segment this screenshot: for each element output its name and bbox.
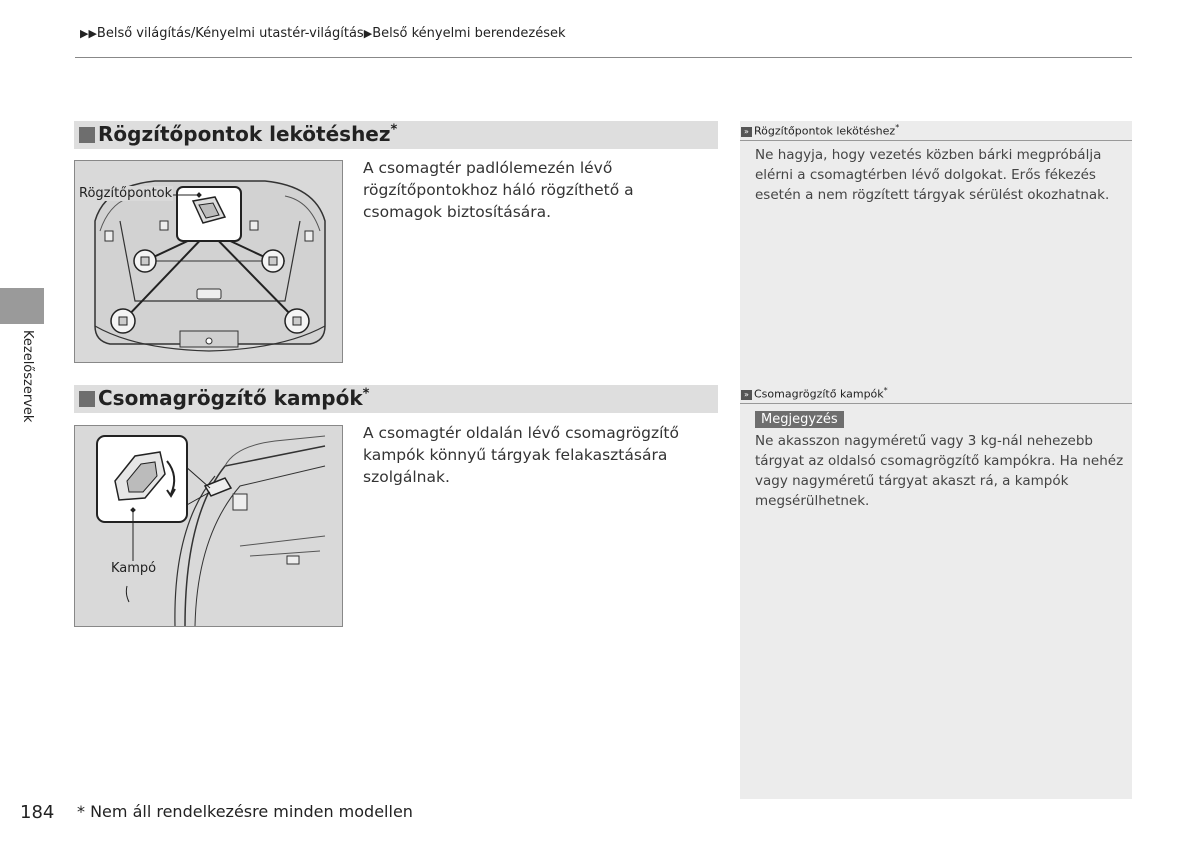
note-text: Ne hagyja, hogy vezetés közben bárki megpróbálja elérni a csomagtérben lévő dolgokat. Erős fékezés esetén a nem rögzített tárgyak sérülést okozhatnak. [755, 147, 1110, 203]
figure-callout-label: Rögzítőpontok [79, 186, 173, 201]
page-number: 184 [20, 802, 55, 823]
section-heading [74, 121, 718, 149]
section-title: Csomagrögzítő kampók [98, 386, 363, 410]
triangle-right-icon: ▶▶ [80, 27, 97, 40]
chapter-tab-label: Kezelőszervek [20, 330, 35, 423]
section-heading [74, 385, 718, 413]
body-paragraph: A csomagtér padlólemezén lévő rögzítőpontokhoz háló rögzíthető a csomagok biztosítására. [363, 159, 634, 221]
asterisk-mark: * [390, 122, 398, 138]
double-arrow-icon: » [741, 390, 752, 400]
note-text: Ne akasszon nagyméretű vagy 3 kg-nál nehezebb tárgyat az oldalsó csomagrögzítő kampókra. Ha nehéz vagy nagyméretű tárgyat akaszt rá, a kampók megsérülhetnek. [755, 433, 1124, 509]
double-arrow-icon: » [741, 127, 752, 137]
divider [75, 57, 1132, 58]
cargo-side-drawing [75, 426, 342, 626]
footnote: * Nem áll rendelkezésre minden modellen [77, 802, 413, 821]
divider [740, 140, 1132, 141]
breadcrumb-item[interactable]: Belső világítás/Kényelmi utastér-világítás [96, 26, 364, 41]
breadcrumb [80, 26, 566, 41]
breadcrumb-item[interactable]: Belső kényelmi berendezések [372, 26, 566, 41]
note-heading: » Rögzítőpontok lekötéshez* [741, 123, 899, 138]
note-heading: » Csomagrögzítő kampók* [741, 386, 888, 401]
triangle-right-icon: ▶ [363, 27, 373, 40]
section-title: Rögzítőpontok lekötéshez [98, 122, 391, 146]
cargo-anchors-illustration [74, 160, 343, 363]
asterisk-mark: * [362, 386, 370, 402]
square-bullet-icon [79, 127, 95, 143]
notes-sidebar [740, 121, 1132, 799]
note-badge: Megjegyzés [755, 411, 844, 428]
square-bullet-icon [79, 391, 95, 407]
figure-callout-label: Kampó [111, 561, 157, 576]
chapter-tab-marker [0, 288, 44, 324]
body-paragraph: A csomagtér oldalán lévő csomagrögzítő kampók könnyű tárgyak felakasztására szolgálnak. [363, 424, 679, 486]
cargo-hooks-illustration [74, 425, 343, 627]
divider [740, 403, 1132, 404]
